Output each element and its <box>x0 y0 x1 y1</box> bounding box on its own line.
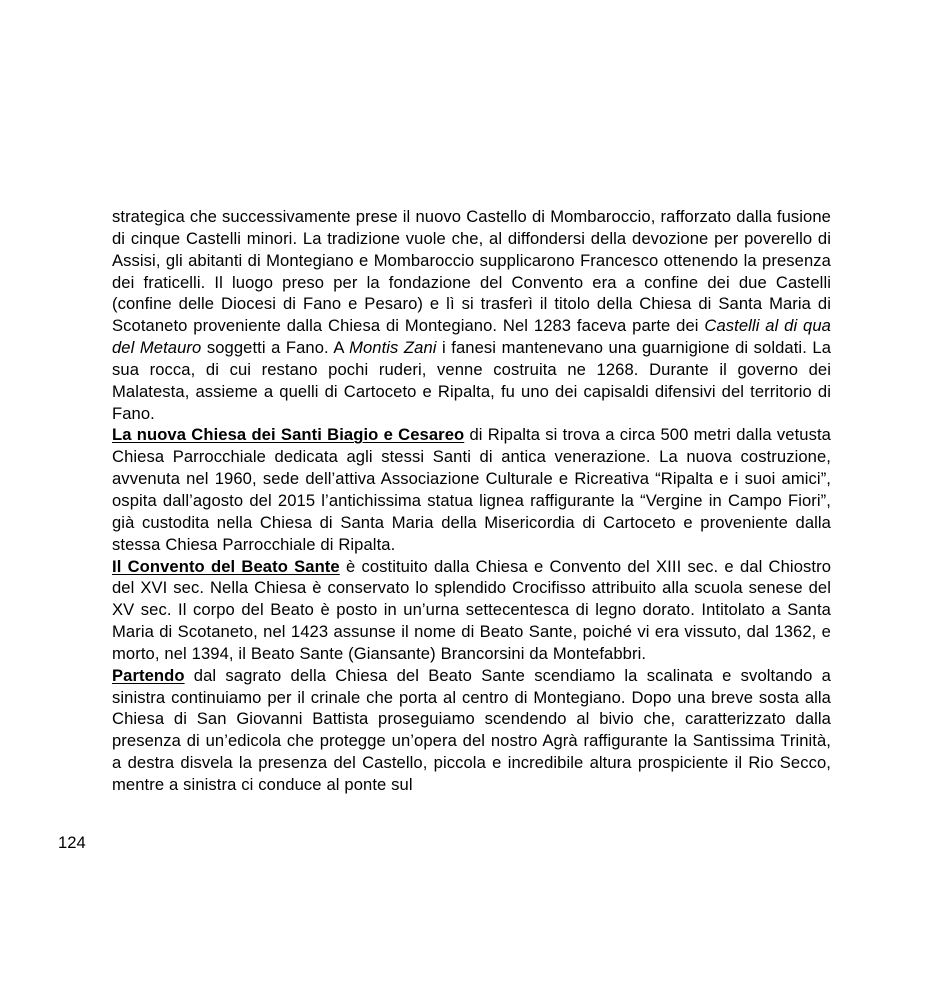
page-number: 124 <box>58 833 86 852</box>
paragraph-2: La nuova Chiesa dei Santi Biagio e Cesareo di Ripalta si trova a circa 500 metri dalla vetusta Chiesa Parrocchiale dedicata agli stessi Santi di antica venerazione. La nuova costruzione, avvenuta nel 1960, sede dell’attiva Associazione Culturale e Ricreativa “Ripalta e i suoi amici”, ospita dall’agosto del 2015 l’antichissima statua lignea raffigurante la “Vergine in Campo Fiori”, già custodita nella Chiesa di Santa Maria della Misericordia di Cartoceto e proveniente dalla stessa Chiesa Parrocchiale di Ripalta. <box>112 425 831 554</box>
paragraph-4: Partendo dal sagrato della Chiesa del Beato Sante scendiamo la scalinata e svoltando a sinistra continuiamo per il crinale che porta al centro di Montegiano. Dopo una breve sosta alla Chiesa di San Giovanni Battista proseguiamo scendendo al bivio che, caratterizzato dalla presenza di un’edicola che protegge un’opera del nostro Agrà raffigurante la Santissima Trinità, a destra disvela la presenza del Castello, piccola e incredibile altura prospiciente il Rio Secco, mentre a sinistra ci conduce al ponte sul <box>112 665 831 794</box>
paragraph-lead-in: Partendo <box>112 665 185 685</box>
italic-title: Montis Zani <box>349 338 437 358</box>
paragraph-3: Il Convento del Beato Sante è costituito dalla Chiesa e Convento del XIII sec. e dal Chiostro del XVI sec. Nella Chiesa è conservato lo splendido Crocifisso attribuito alla scuola senese del XV sec. Il corpo del Beato è posto in un’urna settecentesca di legno dorato. Intitolato a Santa Maria di Scotaneto, nel 1423 assunse il nome di Beato Sante, poiché vi era vissuto, dal 1362, e morto, nel 1394, il Beato Sante (Giansante) Brancorsini da Montefabbri. <box>112 556 831 663</box>
body-text-column <box>112 206 831 796</box>
paragraph-lead-in: Il Convento del Beato Sante <box>112 556 340 576</box>
paragraph-lead-in: La nuova Chiesa dei Santi Biagio e Cesareo <box>112 425 465 445</box>
paragraph-1: strategica che successivamente prese il nuovo Castello di Mombaroccio, rafforzato dalla fusione di cinque Castelli minori. La tradizione vuole che, al diffondersi della devozione per poverello di Assisi, gli abitanti di Montegiano e Mombaroccio supplicarono Francesco ottenendo la presenza dei fraticelli. Il luogo preso per la fondazione del Convento era a confine dei due Castelli (confine delle Diocesi di Fano e Pesaro) e lì si trasferì il titolo della Chiesa di Santa Maria di Scotaneto proveniente dalla Chiesa di Montegiano. Nel 1283 faceva parte dei Castelli al di qua del Metauro soggetti a Fano. A Montis Zani i fanesi mantenevano una guarnigione di soldati. La sua rocca, di cui restano pochi ruderi, venne costruita ne 1268. Durante il governo dei Malatesta, assieme a quelli di Cartoceto e Ripalta, fu uno dei capisaldi difensivi del territorio di Fano. <box>112 207 832 423</box>
italic-title: Castelli al di qua del Metauro <box>112 316 831 358</box>
